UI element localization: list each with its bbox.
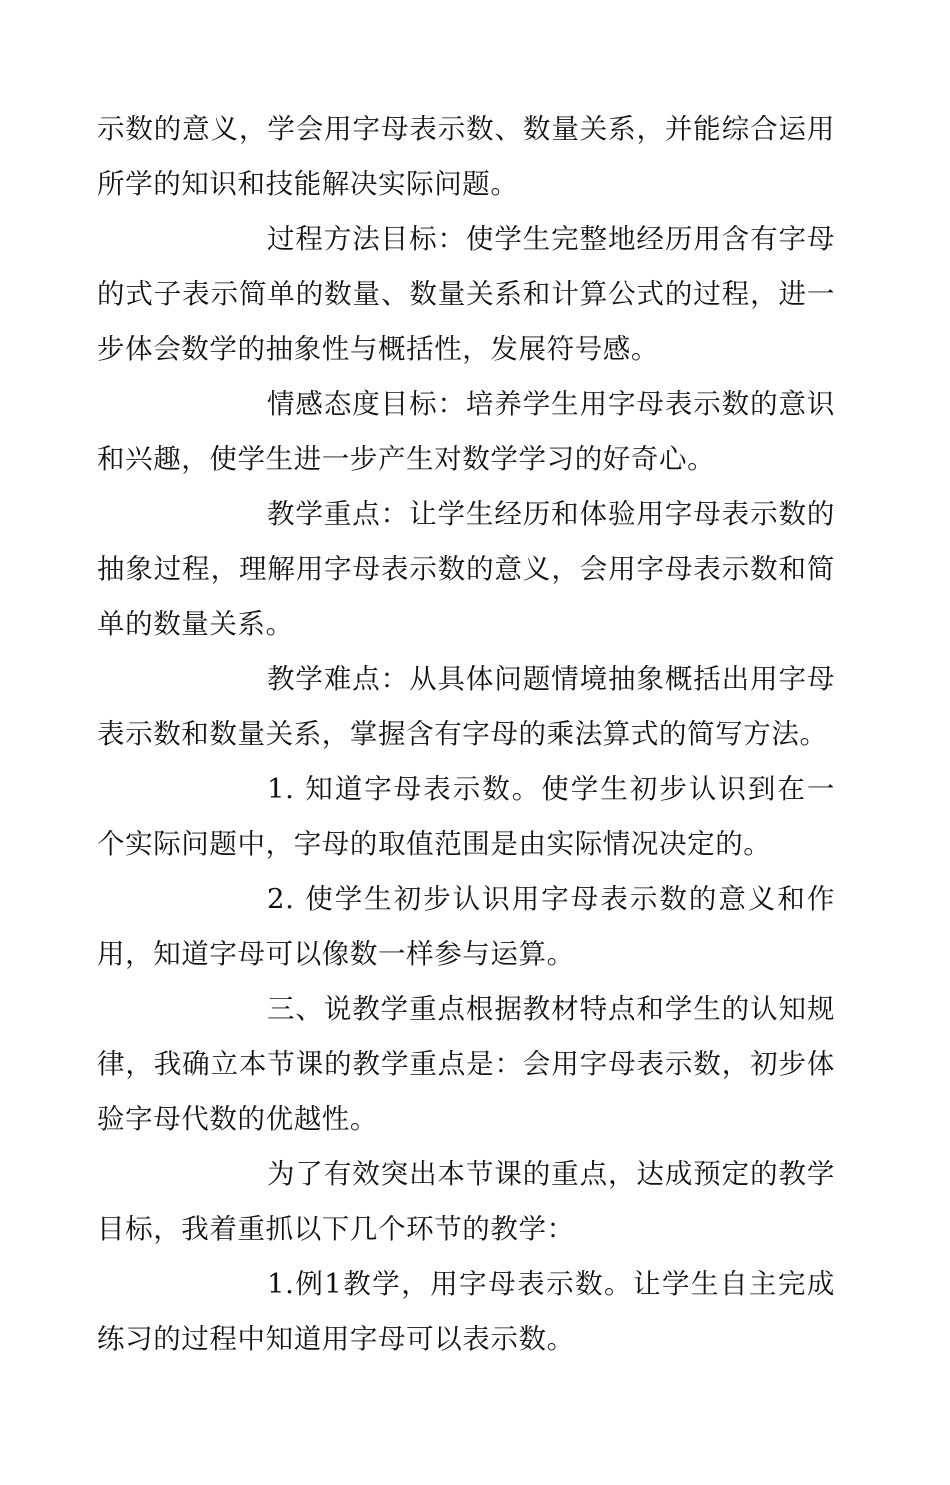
- paragraph-teaching-focus: 教学重点：让学生经历和体验用字母表示数的抽象过程，理解用字母表示数的意义，会用字母表示数和简单的数量关系。: [97, 498, 835, 640]
- paragraph-teaching-difficulty: 教学难点：从具体问题情境抽象概括出用字母表示数和数量关系，掌握含有字母的乘法算式的简写方法。: [97, 663, 835, 750]
- paragraph-emotion-attitude-goal: 情感态度目标：培养学生用字母表示数的意识和兴趣，使学生进一步产生对数学学习的好奇心。: [97, 388, 835, 475]
- paragraph-point-2: 2. 使学生初步认识用字母表示数的意义和作用，知道字母可以像数一样参与运算。: [97, 883, 835, 970]
- paragraph-point-1: 1. 知道字母表示数。使学生初步认识到在一个实际问题中，字母的取值范围是由实际情况决定的。: [97, 773, 835, 860]
- paragraph-key-steps-intro: 为了有效突出本节课的重点，达成预定的教学目标，我着重抓以下几个环节的教学：: [97, 1158, 835, 1245]
- paragraph-section-three: 三、说教学重点根据教材特点和学生的认知规律，我确立本节课的教学重点是：会用字母表示数，初步体验字母代数的优越性。: [97, 993, 835, 1135]
- document-body: [97, 102, 835, 1367]
- paragraph-example-1: 1.例1教学，用字母表示数。让学生自主完成练习的过程中知道用字母可以表示数。: [97, 1268, 835, 1355]
- paragraph-process-method-goal: 过程方法目标：使学生完整地经历用含有字母的式子表示简单的数量、数量关系和计算公式的过程，进一步体会数学的抽象性与概括性，发展符号感。: [97, 223, 835, 365]
- paragraph-objective-continuation: 示数的意义，学会用字母表示数、数量关系，并能综合运用所学的知识和技能解决实际问题。: [97, 113, 835, 200]
